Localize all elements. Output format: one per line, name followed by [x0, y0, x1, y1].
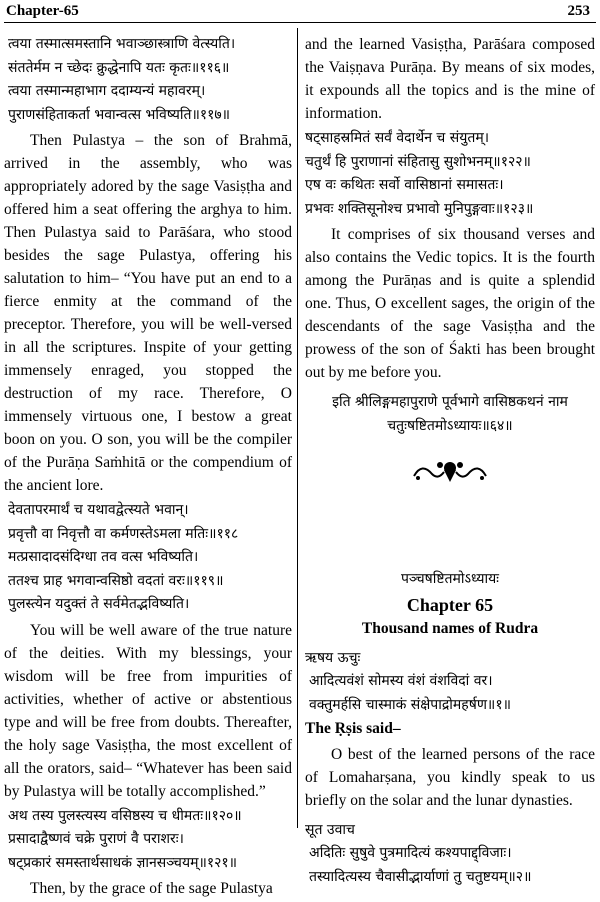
chapter-title: Chapter 65 [406, 595, 494, 615]
translation-paragraph: It comprises of six thousand verses and also contains the Vedic topics. It is the fourth among the Purāṇas and is quite a splendid one. Thus, O excellent sages, the origin of the descendants of the sage Vasiṣṭha and the prowess of the son of Śakti has been brought out by me before you. [305, 226, 595, 381]
sanskrit-verse: प्रवृत्तौ वा निवृत्तौ वा कर्मणस्तेऽमला मतिः॥११८ [8, 525, 239, 542]
floral-ornament-icon [410, 456, 490, 484]
right-column [305, 33, 595, 889]
speaker-english: The Ṛṣis said– [305, 720, 401, 737]
colophon-line: इति श्रीलिङ्गमहापुराणे पूर्वभागे वासिष्ठकथनं नाम [332, 394, 568, 410]
sanskrit-verse: ततश्च प्राह भगवान्वसिष्ठो वदतां वरः॥११९॥ [8, 572, 224, 589]
sanskrit-verse: संततेर्मम न च्छेदः क्रुद्धेनापि यतः कृतः॥११६॥ [8, 59, 230, 76]
colophon-line: चतुःषष्टितमोऽध्यायः॥६४॥ [387, 418, 513, 434]
sanskrit-verse: पुलस्त्येन यदुक्तं ते सर्वमेतद्भविष्यति। [8, 596, 190, 612]
sanskrit-verse: त्वया तस्मान्महाभाग ददाम्यन्यं महावरम्। [8, 83, 206, 99]
column-divider [297, 28, 298, 828]
translation-paragraph: O best of the learned persons of the race of Lomaharṣana, you kindly speak to us briefly on the solar and the lunar dynasties. [305, 746, 595, 809]
sanskrit-verse: अदितिः सुषुवे पुत्रमादित्यं कश्यपाद्द्विजाः। [309, 845, 512, 861]
translation-paragraph: Then, by the grace of the sage Pulastya [30, 880, 273, 897]
speaker-sanskrit: ऋषय ऊचुः [305, 650, 361, 666]
sanskrit-verse: षट्प्रकारं समस्तार्थसाधकं ज्ञानसञ्चयम्॥१२१॥ [8, 854, 238, 871]
sanskrit-verse: तस्यादित्यस्य चैवासीद्भार्याणां तु चतुष्टयम्॥२॥ [309, 868, 532, 885]
translation-paragraph: and the learned Vasiṣṭha, Parāśara composed the Vaiṣṇava Purāṇa. By means of six modes, it expounds all the topics and is the mine of information. [305, 36, 595, 122]
left-column [4, 33, 292, 902]
chapter-colophon [305, 390, 595, 438]
sanskrit-verse: एष वः कथितः सर्वो वासिष्ठानां समासतः। [305, 177, 504, 193]
translation-paragraph: You will be well aware of the true nature of the deities. With my blessings, your wisdom will be free from impurities of activities, whether of active or abstentious type and will be free from doubts. Thereafter, the holy sage Vasiṣṭha, the most excellent of all the orators, said– “Whatever has been said by Pulastya will be totally accomplished.” [4, 621, 292, 800]
sanskrit-verse: प्रसादाद्वैष्णवं चक्रे पुराणं वै पराशरः। [8, 831, 184, 847]
header-rule [4, 22, 596, 23]
translation-paragraph: Then Pulastya – the son of Brahmā, arrived in the assembly, who was appropriately adored by the sage Vasiṣṭha and offered him a seat offering the arghya to him. Then Pulastya said to Parāśara, who stood besides the sage Pulastya, offering his salutation to him– “You have put an end to a fierce enmity at the command of the preceptor. Therefore, you will be well-versed in all the scriptures. Inspite of your getting immensely enraged, you stopped the destruction of my race. Therefore, O immensely virtuous one, I bestow a great boon on you. O son, you will be the compiler of the Purāṇa Saṁhitā or the compendium of the ancient lore. [4, 132, 292, 494]
sanskrit-verse: अथ तस्य पुलस्त्यस्य वसिष्ठस्य च धीमतः॥१२०॥ [8, 807, 242, 824]
chapter-subtitle: Thousand names of Rudra [361, 620, 539, 637]
sanskrit-verse: त्वया तस्मात्समस्तानि भवाञ्छास्त्राणि वेत्स्यति। [8, 36, 236, 52]
sanskrit-verse: चतुर्थं हि पुराणानां संहितासु सुशोभनम्॥१२२॥ [305, 153, 531, 170]
sanskrit-verse: वक्तुमर्हसि चास्माकं संक्षेपाद्रोमहर्षण॥१॥ [309, 696, 511, 713]
page-number: 253 [567, 3, 590, 19]
chapter-heading-sanskrit: पञ्चषष्टितमोऽध्यायः [400, 571, 500, 587]
sanskrit-verse: प्रभवः शक्तिसूनोश्च प्रभावो मुनिपुङ्गवाः॥१२३॥ [305, 200, 534, 217]
sanskrit-verse: मत्प्रसादादसंदिग्धा तव वत्स भविष्यति। [8, 549, 199, 565]
speaker-sanskrit: सूत उवाच [305, 822, 355, 838]
sanskrit-verse: आदित्यवंशं सोमस्य वंशं वंशविदां वर। [309, 673, 493, 689]
sanskrit-verse: षट्साहस्रमितं सर्वं वेदार्थेन च संयुतम्। [305, 130, 489, 146]
sanskrit-verse: देवतापरमार्थं च यथावद्वेत्स्यते भवान्। [8, 502, 189, 518]
running-header-chapter: Chapter-65 [6, 3, 79, 19]
sanskrit-verse: पुराणसंहिताकर्ता भवान्वत्स भविष्यति॥११७॥ [8, 106, 231, 123]
decorative-ornament [305, 456, 595, 484]
